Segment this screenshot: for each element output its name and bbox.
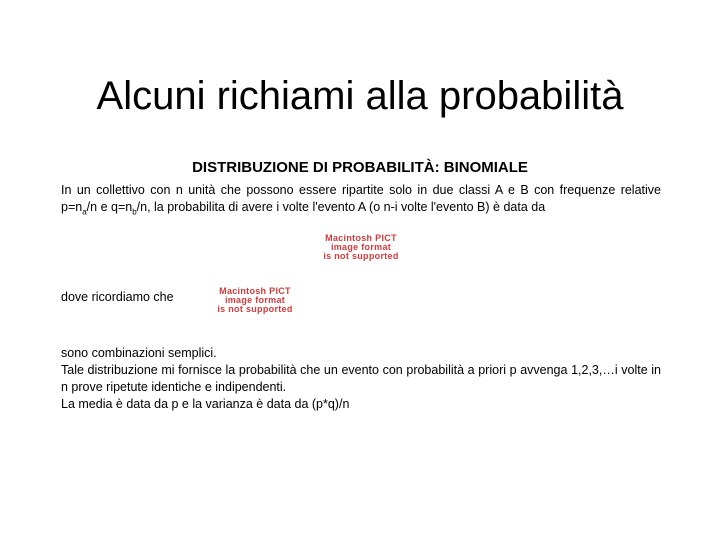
- intro-text-3: /n, la probabilita di avere i volte l'evento A (o n-i volte l'evento B) è data da: [136, 200, 546, 214]
- combination-formula-image-placeholder: [204, 287, 306, 314]
- pict-line-2: image format: [330, 242, 392, 252]
- text-line: Tale distribuzione mi fornisce la probabilità che un evento con probabilità a priori p avvenga 1,2,3,…i volte in n prove ripetute identiche e indipendenti.: [61, 363, 661, 394]
- intro-text-2: /n e q=n: [86, 200, 133, 214]
- pict-line-1: Macintosh PICT: [219, 286, 291, 296]
- pict-line-1: Macintosh PICT: [325, 233, 397, 243]
- intro-paragraph: [61, 182, 661, 216]
- subscript-a: a: [82, 207, 87, 217]
- pict-line-3: is not supported: [323, 251, 399, 261]
- text-line: sono combinazioni semplici.: [61, 346, 217, 360]
- subscript-b: b: [132, 207, 137, 217]
- binomial-formula-image-placeholder: [300, 234, 422, 261]
- slide-subtitle: DISTRIBUZIONE DI PROBABILITÀ: BINOMIALE: [192, 159, 528, 176]
- slide-title: Alcuni richiami alla probabilità: [96, 74, 624, 118]
- pict-line-3: is not supported: [217, 304, 293, 314]
- pict-line-2: image format: [224, 295, 286, 305]
- intro-text-1: In un collettivo con n unità che possono essere ripartite solo in due classi A e B con frequenze relative p=n: [61, 183, 661, 214]
- dove-text: dove ricordiamo che: [61, 290, 174, 304]
- text-line: La media è data da p e la varianza è data da (p*q)/n: [61, 397, 350, 411]
- lower-text-block: [61, 345, 661, 413]
